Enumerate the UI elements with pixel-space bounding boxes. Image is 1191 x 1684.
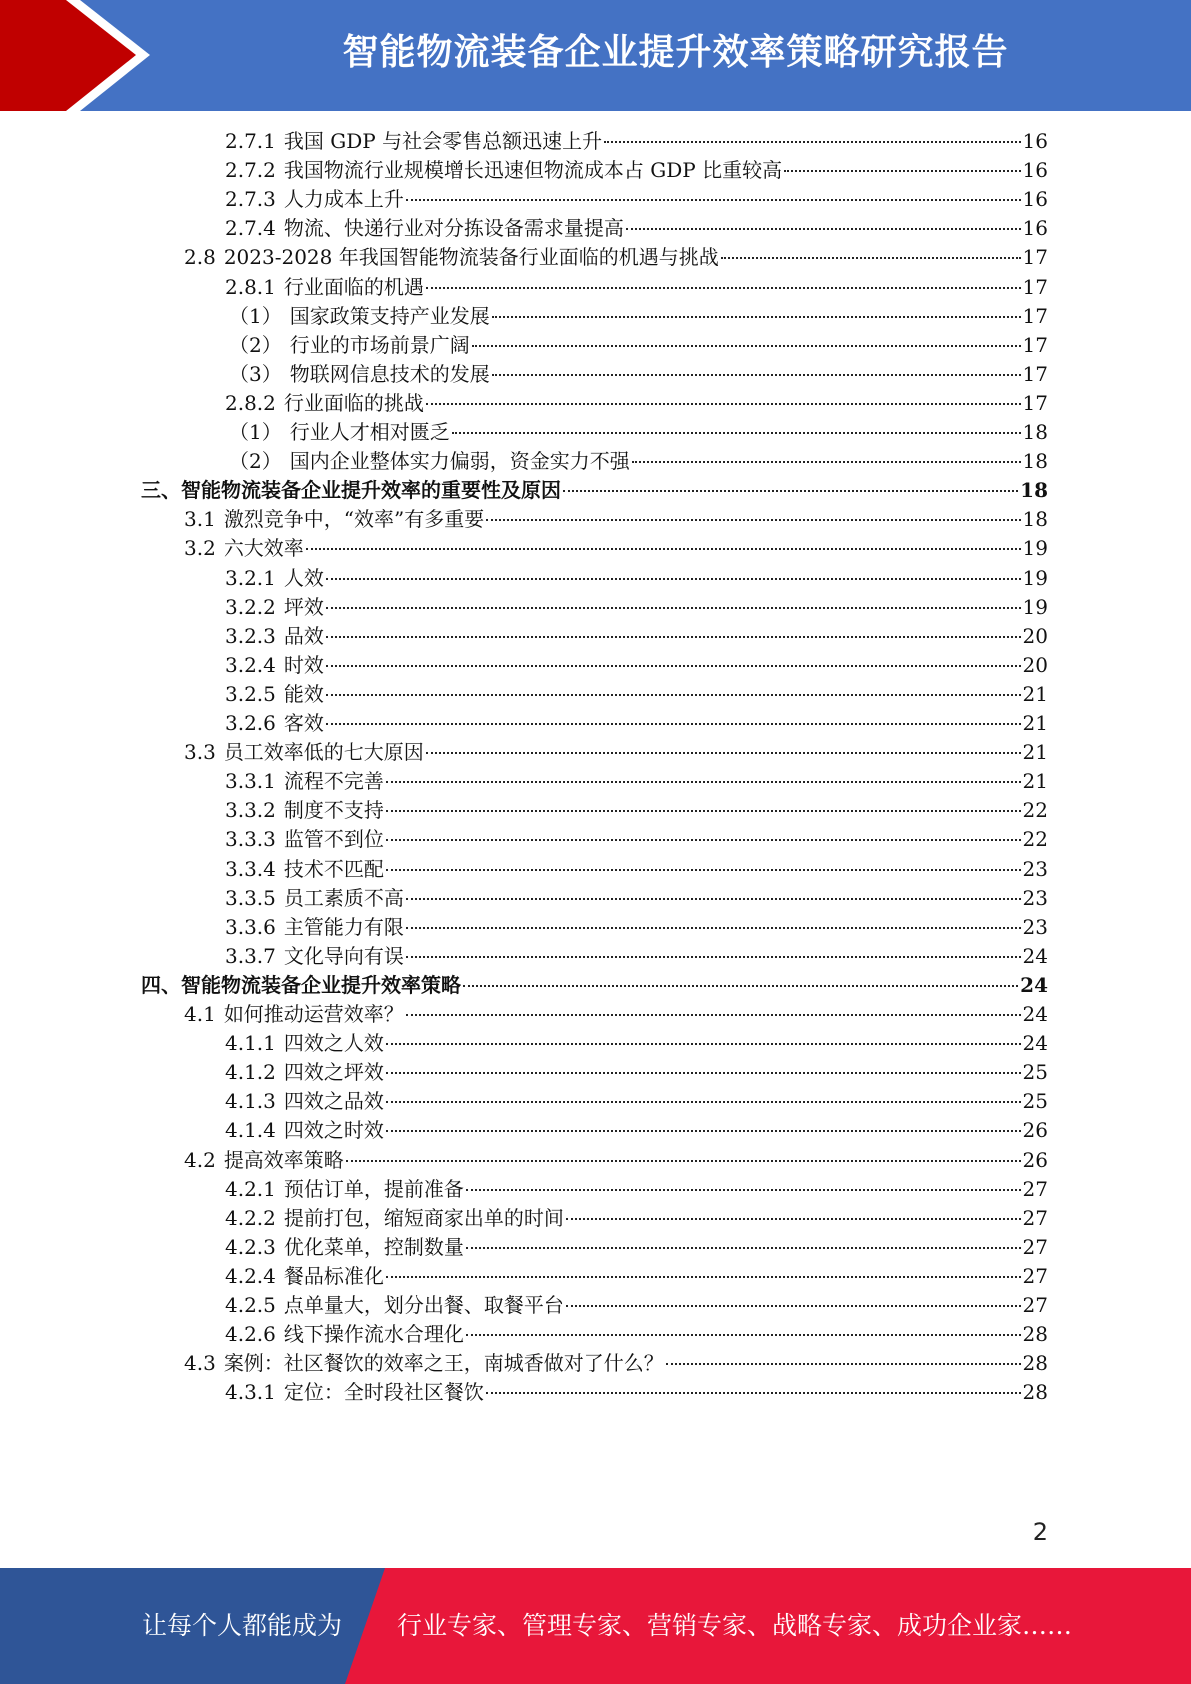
toc-dot-leader (466, 1227, 1021, 1249)
toc-dot-leader (666, 1343, 1021, 1365)
toc-entry-title: 六大效率 (223, 536, 304, 560)
toc-dot-leader (604, 121, 1020, 143)
report-title: 智能物流装备企业提升效率策略研究报告 (342, 32, 1009, 73)
toc-entry-number: 4.1.4 (225, 1118, 276, 1142)
toc-entry-title: 提高效率策略 (223, 1148, 344, 1172)
toc-entry-title: 国内企业整体实力偏弱，资金实力不强 (289, 449, 630, 473)
toc-entry-page: 17 (1022, 275, 1048, 299)
toc-entry-number: 2.8 (184, 245, 216, 269)
toc-entry-title: 技术不匹配 (283, 857, 384, 881)
toc-dot-leader (326, 616, 1021, 638)
toc-entry-number: 2.7.1 (225, 129, 276, 153)
toc-dot-leader (472, 325, 1021, 347)
toc-entry-number: 3.3.3 (225, 827, 276, 851)
toc-entry-number: 3.3.5 (225, 886, 276, 910)
toc-entry-number: 3.2.3 (225, 624, 276, 648)
toc-entry-title: 定位：全时段社区餐饮 (283, 1380, 484, 1404)
toc-dot-leader (466, 1314, 1021, 1336)
toc-entry-page: 27 (1022, 1235, 1048, 1259)
toc-entry-page: 19 (1022, 566, 1048, 590)
toc-entry-title: 预估订单，提前准备 (283, 1177, 464, 1201)
toc-entry-title: 员工素质不高 (283, 886, 404, 910)
toc-entry-page: 16 (1022, 158, 1048, 182)
toc-entry-title: 物联网信息技术的发展 (289, 362, 490, 386)
toc-dot-leader (566, 1285, 1021, 1307)
toc-entry-number: 3.2 (184, 536, 216, 560)
toc-entry-page: 17 (1022, 391, 1048, 415)
toc-entry-title: 行业的市场前景广阔 (289, 333, 470, 357)
toc-dot-leader (406, 179, 1021, 201)
toc-entry-number: 3.3.6 (225, 915, 276, 939)
toc-dot-leader (486, 499, 1020, 521)
toc-entry-number: 四、 (141, 973, 181, 997)
toc-dot-leader (326, 703, 1021, 725)
toc-entry-page: 17 (1022, 333, 1048, 357)
toc-dot-leader (492, 296, 1021, 318)
toc-dot-leader (406, 936, 1021, 958)
toc-entry-number: 3.2.5 (225, 682, 276, 706)
toc-entry-title: 智能物流装备企业提升效率的重要性及原因 (181, 478, 561, 502)
toc-entry-page: 18 (1022, 507, 1048, 531)
toc-entry-page: 28 (1022, 1380, 1048, 1404)
toc-entry-title: 时效 (283, 653, 324, 677)
toc-entry-page: 25 (1022, 1089, 1048, 1113)
toc-entry[interactable] (225, 1377, 1048, 1408)
toc-dot-leader (406, 878, 1021, 900)
toc-dot-leader (452, 412, 1021, 434)
footer-slogan-right: 行业专家、管理专家、营销专家、战略专家、成功企业家…… (397, 1611, 1073, 1640)
toc-entry-page: 20 (1022, 653, 1048, 677)
toc-dot-leader (426, 267, 1021, 289)
toc-entry-number: 2.7.2 (225, 158, 276, 182)
toc-dot-leader (426, 383, 1021, 405)
toc-entry-number: 4.1.2 (225, 1060, 276, 1084)
toc-entry-title: 如何推动运营效率？ (223, 1002, 404, 1026)
toc-entry-title: 监管不到位 (283, 827, 384, 851)
toc-entry-number: 3.1 (184, 507, 216, 531)
toc-dot-leader (563, 470, 1018, 492)
toc-entry-title: 人力成本上升 (283, 187, 404, 211)
toc-entry-page: 27 (1022, 1206, 1048, 1230)
toc-entry-number: 3.3.2 (225, 798, 276, 822)
toc-entry-title: 行业面临的挑战 (283, 391, 424, 415)
toc-entry-page: 19 (1022, 595, 1048, 619)
page-footer (0, 1568, 1191, 1684)
toc-entry-title: 案例：社区餐饮的效率之王，南城香做对了什么？ (223, 1351, 664, 1375)
toc-dot-leader (426, 732, 1021, 754)
toc-dot-leader (784, 150, 1020, 172)
toc-entry-page: 22 (1022, 798, 1048, 822)
toc-dot-leader (386, 849, 1021, 871)
toc-entry-title: 智能物流装备企业提升效率策略 (181, 973, 461, 997)
toc-entry-page: 23 (1022, 915, 1048, 939)
toc-entry-number: 3.2.6 (225, 711, 276, 735)
toc-dot-leader (626, 208, 1021, 230)
toc-entry-page: 27 (1022, 1293, 1048, 1317)
toc-entry-page: 25 (1022, 1060, 1048, 1084)
toc-entry-number: 2.7.3 (225, 187, 276, 211)
toc-entry-number: （2） (229, 333, 282, 357)
toc-dot-leader (463, 965, 1018, 987)
toc-entry-title: 点单量大，划分出餐、取餐平台 (283, 1293, 564, 1317)
toc-dot-leader (386, 1110, 1021, 1132)
toc-dot-leader (346, 1140, 1021, 1162)
toc-entry-title: 流程不完善 (283, 769, 384, 793)
toc-entry-title: 能效 (283, 682, 324, 706)
toc-entry-number: （3） (229, 362, 282, 386)
toc-entry-page: 17 (1022, 245, 1048, 269)
toc-entry-page: 28 (1022, 1322, 1048, 1346)
toc-entry-page: 21 (1022, 682, 1048, 706)
toc-entry-title: 行业人才相对匮乏 (289, 420, 450, 444)
toc-entry-page: 26 (1022, 1118, 1048, 1142)
toc-dot-leader (386, 819, 1021, 841)
toc-entry-page: 18 (1022, 420, 1048, 444)
toc-dot-leader (306, 528, 1021, 550)
footer-slogan-left: 让每个人都能成为 (142, 1611, 343, 1640)
toc-entry-page: 27 (1022, 1264, 1048, 1288)
toc-entry-number: 3.2.2 (225, 595, 276, 619)
toc-entry-number: 3.3 (184, 740, 216, 764)
toc-entry-number: 2.8.2 (225, 391, 276, 415)
toc-entry-page: 24 (1020, 973, 1048, 997)
toc-entry-title: 行业面临的机遇 (283, 275, 424, 299)
toc-entry-title: 客效 (283, 711, 324, 735)
toc-entry-number: 2.7.4 (225, 216, 276, 240)
toc-dot-leader (386, 1256, 1021, 1278)
toc-entry-page: 27 (1022, 1177, 1048, 1201)
toc-entry-page: 23 (1022, 886, 1048, 910)
toc-entry-title: 四效之坪效 (283, 1060, 384, 1084)
toc-entry-page: 26 (1022, 1148, 1048, 1172)
toc-dot-leader (492, 354, 1021, 376)
toc-entry-number: 3.2.4 (225, 653, 276, 677)
toc-entry-title: 国家政策支持产业发展 (289, 304, 490, 328)
toc-entry-title: 主管能力有限 (283, 915, 404, 939)
toc-entry-page: 20 (1022, 624, 1048, 648)
toc-entry-number: 4.2.4 (225, 1264, 276, 1288)
toc-dot-leader (386, 1052, 1021, 1074)
toc-entry-number: 4.3.1 (225, 1380, 276, 1404)
toc-entry-title: 提前打包，缩短商家出单的时间 (283, 1206, 564, 1230)
toc-entry-page: 18 (1022, 449, 1048, 473)
toc-entry-page: 24 (1022, 1031, 1048, 1055)
toc-dot-leader (326, 645, 1021, 667)
toc-entry-number: （2） (229, 449, 282, 473)
toc-entry-page: 16 (1022, 187, 1048, 211)
toc-dot-leader (326, 674, 1021, 696)
toc-entry-number: 3.3.7 (225, 944, 276, 968)
toc-entry-title: 优化菜单，控制数量 (283, 1235, 464, 1259)
toc-entry-title: 2023-2028 年我国智能物流装备行业面临的机遇与挑战 (223, 245, 719, 269)
toc-dot-leader (386, 1023, 1021, 1045)
toc-entry-title: 餐品标准化 (283, 1264, 384, 1288)
toc-entry-title: 我国 GDP 与社会零售总额迅速上升 (283, 129, 603, 153)
toc-dot-leader (386, 1081, 1021, 1103)
toc-entry-title: 制度不支持 (283, 798, 384, 822)
toc-entry-title: 员工效率低的七大原因 (223, 740, 424, 764)
toc-dot-leader (386, 790, 1021, 812)
toc-entry-page: 18 (1020, 478, 1048, 502)
toc-dot-leader (566, 1198, 1021, 1220)
toc-entry-number: 4.2.3 (225, 1235, 276, 1259)
toc-entry-page: 21 (1022, 769, 1048, 793)
toc-entry-page: 24 (1022, 1002, 1048, 1026)
toc-entry-page: 17 (1022, 304, 1048, 328)
toc-entry-number: 4.2.6 (225, 1322, 276, 1346)
toc-entry-number: 4.3 (184, 1351, 216, 1375)
toc-dot-leader (466, 1169, 1021, 1191)
toc-entry-number: 三、 (141, 478, 181, 502)
toc-entry-page: 22 (1022, 827, 1048, 851)
toc-entry-number: 4.1.3 (225, 1089, 276, 1113)
toc-entry-number: 4.1 (184, 1002, 216, 1026)
toc-entry-page: 16 (1022, 129, 1048, 153)
toc-entry-number: （1） (229, 304, 282, 328)
toc-entry-title: 线下操作流水合理化 (283, 1322, 464, 1346)
toc-dot-leader (386, 761, 1021, 783)
toc-entry-number: 4.1.1 (225, 1031, 276, 1055)
toc-dot-leader (406, 907, 1021, 929)
toc-entry-page: 19 (1022, 536, 1048, 560)
toc-entry-title: 激烈竞争中，“效率”有多重要 (223, 507, 485, 531)
toc-entry-title: 文化导向有误 (283, 944, 404, 968)
toc-dot-leader (406, 994, 1021, 1016)
toc-entry-title: 品效 (283, 624, 324, 648)
toc-entry-title: 四效之人效 (283, 1031, 384, 1055)
toc-entry-number: 3.3.1 (225, 769, 276, 793)
toc-entry-title: 四效之品效 (283, 1089, 384, 1113)
page-number: 2 (1032, 1518, 1048, 1546)
page-header (0, 0, 1191, 111)
toc-entry-page: 23 (1022, 857, 1048, 881)
toc-entry-title: 四效之时效 (283, 1118, 384, 1142)
toc-entry-title: 物流、快递行业对分拣设备需求量提高 (283, 216, 624, 240)
toc-entry-page: 16 (1022, 216, 1048, 240)
toc-entry-page: 24 (1022, 944, 1048, 968)
toc-entry-number: 3.3.4 (225, 857, 276, 881)
toc-entry-page: 21 (1022, 711, 1048, 735)
toc-dot-leader (632, 441, 1021, 463)
toc-entry-page: 28 (1022, 1351, 1048, 1375)
toc-entry-number: 4.2.1 (225, 1177, 276, 1201)
toc-entry-title: 坪效 (283, 595, 324, 619)
toc-dot-leader (326, 558, 1021, 580)
toc-entry-number: 4.2 (184, 1148, 216, 1172)
toc-entry-title: 我国物流行业规模增长迅速但物流成本占 GDP 比重较高 (283, 158, 783, 182)
toc-entry-number: 4.2.2 (225, 1206, 276, 1230)
toc-entry-title: 人效 (283, 566, 324, 590)
toc-dot-leader (486, 1372, 1021, 1394)
toc-entry-number: 2.8.1 (225, 275, 276, 299)
header-chevron-arrow (0, 0, 140, 111)
toc-dot-leader (326, 587, 1021, 609)
toc-entry-page: 21 (1022, 740, 1048, 764)
toc-entry-page: 17 (1022, 362, 1048, 386)
toc-entry-number: 3.2.1 (225, 566, 276, 590)
toc-dot-leader (721, 237, 1021, 259)
toc-entry-number: 4.2.5 (225, 1293, 276, 1317)
toc-entry-number: （1） (229, 420, 282, 444)
